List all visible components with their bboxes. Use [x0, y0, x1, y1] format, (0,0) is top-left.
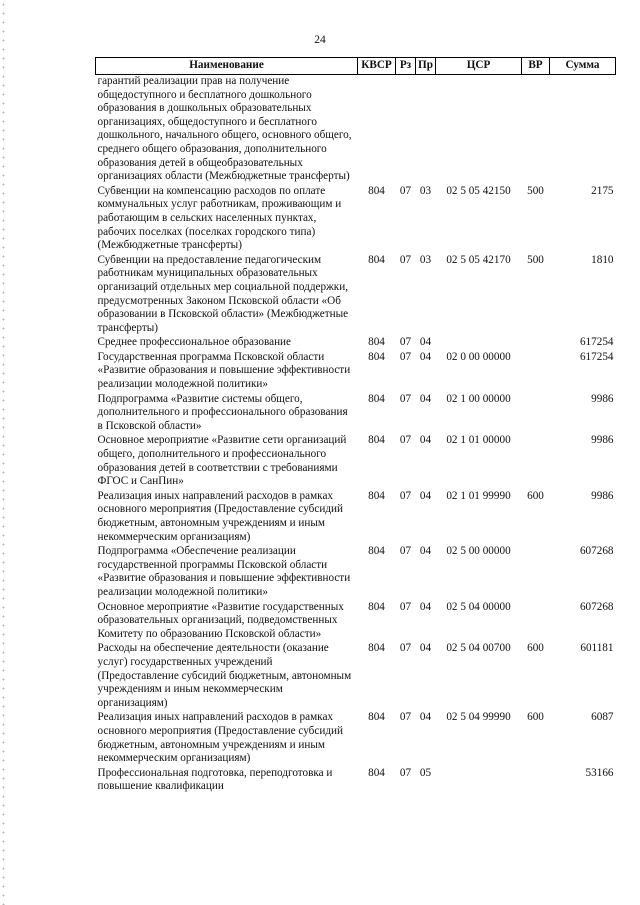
cell-name: Основное мероприятие «Развитие сети организаций общего, дополнительного и профессионального образования детей в соответствии с требованиями ФГОС и СанПин»	[97, 434, 347, 488]
cell-csr: 02 0 00 00000	[446, 350, 511, 363]
cell-name: Подпрограмма «Обеспечение реализации государственной программы Псковской области «Развитие образования и повышение эффективности реализации молодежной политики»	[97, 545, 351, 598]
header-name: Наименование	[96, 58, 358, 75]
table-row	[96, 254, 616, 337]
cell-pr: 03	[419, 184, 432, 197]
cell-name: Субвенции на предоставление педагогическим работникам муниципальных образовательных организаций отдельных мер социальной поддержки, предусмотренных Законом Псковской области «Об образовании в Псковской области» (Межбюджетные трансферты)	[97, 253, 349, 334]
table-row	[96, 393, 616, 435]
cell-csr	[436, 75, 522, 185]
cell-rz: 07	[399, 350, 412, 363]
cell-vr	[522, 601, 550, 643]
cell-sum: 53166	[585, 766, 614, 779]
cell-kvsr: 804	[368, 489, 385, 502]
table-row	[96, 490, 616, 545]
cell-name: Среднее профессиональное образование	[97, 336, 292, 349]
cell-vr	[522, 393, 550, 435]
cell-sum: 607268	[579, 545, 614, 558]
cell-kvsr: 804	[368, 711, 385, 724]
cell-pr	[416, 75, 436, 185]
table-row	[96, 75, 616, 185]
scan-edge-artifact	[2, 0, 5, 905]
cell-csr: 02 5 04 99990	[446, 711, 511, 724]
cell-csr: 02 1 01 99990	[446, 489, 511, 502]
cell-kvsr: 804	[368, 336, 385, 349]
cell-pr: 04	[419, 600, 432, 613]
table-row	[96, 185, 616, 254]
cell-sum: 601181	[580, 642, 614, 655]
cell-pr: 04	[419, 336, 432, 349]
cell-rz: 07	[399, 642, 412, 655]
cell-rz: 07	[399, 545, 412, 558]
cell-pr: 05	[419, 766, 432, 779]
table-row	[96, 351, 616, 393]
cell-kvsr: 804	[368, 392, 385, 405]
cell-vr	[522, 75, 550, 185]
cell-rz: 07	[399, 184, 412, 197]
header-pr: Пр	[416, 58, 436, 75]
cell-pr: 04	[419, 350, 432, 363]
cell-rz: 07	[399, 600, 412, 613]
cell-sum: 607268	[579, 600, 614, 613]
table-row	[96, 545, 616, 600]
cell-vr: 600	[527, 489, 544, 502]
table-row	[96, 711, 616, 766]
cell-pr: 04	[419, 545, 432, 558]
cell-pr: 03	[419, 253, 432, 266]
table-row	[96, 434, 616, 489]
cell-sum: 617254	[579, 336, 614, 349]
header-csr: ЦСР	[436, 58, 522, 75]
cell-kvsr: 804	[368, 545, 385, 558]
cell-kvsr: 804	[368, 642, 385, 655]
cell-csr: 02 5 04 00700	[446, 642, 511, 655]
cell-kvsr: 804	[368, 600, 385, 613]
cell-kvsr: 804	[368, 184, 385, 197]
page-number: 24	[314, 34, 326, 46]
table-row	[96, 767, 616, 795]
cell-name: Расходы на обеспечение деятельности (оказание услуг) государственных учреждений (Предоставление субсидий бюджетным, автономным учреждениям и иным некоммерческим организациям)	[97, 642, 352, 709]
cell-name: Реализация иных направлений расходов в рамках основного мероприятия (Предоставление субсидий бюджетным, автономным учреждениям и иным некоммерческим организациям)	[97, 711, 343, 765]
cell-vr: 600	[527, 642, 544, 655]
cell-sum: 9986	[591, 489, 614, 502]
cell-vr: 500	[527, 253, 544, 266]
cell-name: Субвенции на компенсацию расходов по оплате коммунальных услуг работникам, проживающим и работающим в сельских населенных пунктах, рабочих поселках (поселках городского типа) (Межбюджетные трансферты)	[97, 184, 342, 252]
cell-name: Профессиональная подготовка, переподготовка и повышение квалификации	[97, 766, 333, 793]
budget-table	[95, 57, 616, 795]
cell-rz: 07	[399, 766, 412, 779]
cell-vr	[522, 767, 550, 795]
cell-vr: 600	[527, 711, 544, 724]
cell-kvsr: 804	[368, 253, 385, 266]
cell-kvsr: 804	[368, 766, 385, 779]
cell-vr: 500	[527, 184, 544, 197]
cell-csr: 02 5 00 00000	[446, 545, 511, 558]
header-rz: Рз	[396, 58, 416, 75]
cell-sum	[550, 75, 616, 185]
cell-vr	[522, 351, 550, 393]
cell-rz	[396, 75, 416, 185]
cell-csr: 02 1 00 00000	[446, 392, 511, 405]
cell-pr: 04	[419, 711, 432, 724]
cell-pr: 04	[419, 642, 432, 655]
cell-name: Основное мероприятие «Развитие государственных образовательных организаций, подведомственных Комитету по образованию Псковской области»	[97, 600, 344, 640]
cell-pr: 04	[419, 489, 432, 502]
cell-vr	[522, 545, 550, 600]
table-row	[96, 642, 616, 711]
cell-sum: 6087	[591, 711, 614, 724]
header-kvsr: КВСР	[358, 58, 396, 75]
cell-rz: 07	[399, 711, 412, 724]
cell-rz: 07	[399, 392, 412, 405]
cell-csr: 02 1 01 00000	[446, 434, 511, 447]
cell-pr: 04	[419, 392, 432, 405]
cell-csr: 02 5 05 42150	[446, 184, 511, 197]
cell-sum: 9986	[591, 434, 614, 447]
table-header	[96, 58, 616, 75]
cell-name: Реализация иных направлений расходов в рамках основного мероприятия (Предоставление субсидий бюджетным, автономным учреждениям и иным некоммерческим организациям)	[97, 489, 343, 543]
cell-kvsr: 804	[368, 350, 385, 363]
cell-csr: 02 5 04 00000	[446, 600, 511, 613]
cell-rz: 07	[399, 253, 412, 266]
cell-csr: 02 5 05 42170	[446, 253, 511, 266]
table-body	[96, 75, 616, 795]
cell-sum: 2175	[591, 184, 614, 197]
cell-vr	[522, 336, 550, 351]
cell-csr	[436, 336, 522, 351]
cell-sum: 617254	[579, 350, 614, 363]
cell-pr: 04	[419, 434, 432, 447]
cell-name: Государственная программа Псковской области «Развитие образования и повышение эффективности реализации молодежной политики»	[97, 350, 351, 391]
table-row	[96, 336, 616, 351]
cell-rz: 07	[399, 336, 412, 349]
cell-name: гарантий реализации прав на получение общедоступного и бесплатного дошкольного образования в дошкольных образовательных организациях, общедоступного и бесплатного дошкольного, начального общего, основного общего, среднего общего образования, дополнительного образования детей в общеобразовательных организациях области (Межбюджетные трансферты)	[97, 75, 352, 183]
header-vr: ВР	[522, 58, 550, 75]
cell-rz: 07	[399, 489, 412, 502]
cell-rz: 07	[399, 434, 412, 447]
cell-csr	[436, 767, 522, 795]
cell-vr	[522, 434, 550, 489]
cell-kvsr: 804	[368, 434, 385, 447]
cell-sum: 9986	[591, 392, 614, 405]
cell-name: Подпрограмма «Развитие системы общего, дополнительного и профессионального образования в Псковской области»	[97, 392, 348, 432]
table-row	[96, 601, 616, 643]
header-sum: Сумма	[550, 58, 616, 75]
cell-sum: 1810	[591, 253, 614, 266]
cell-kvsr	[358, 75, 396, 185]
